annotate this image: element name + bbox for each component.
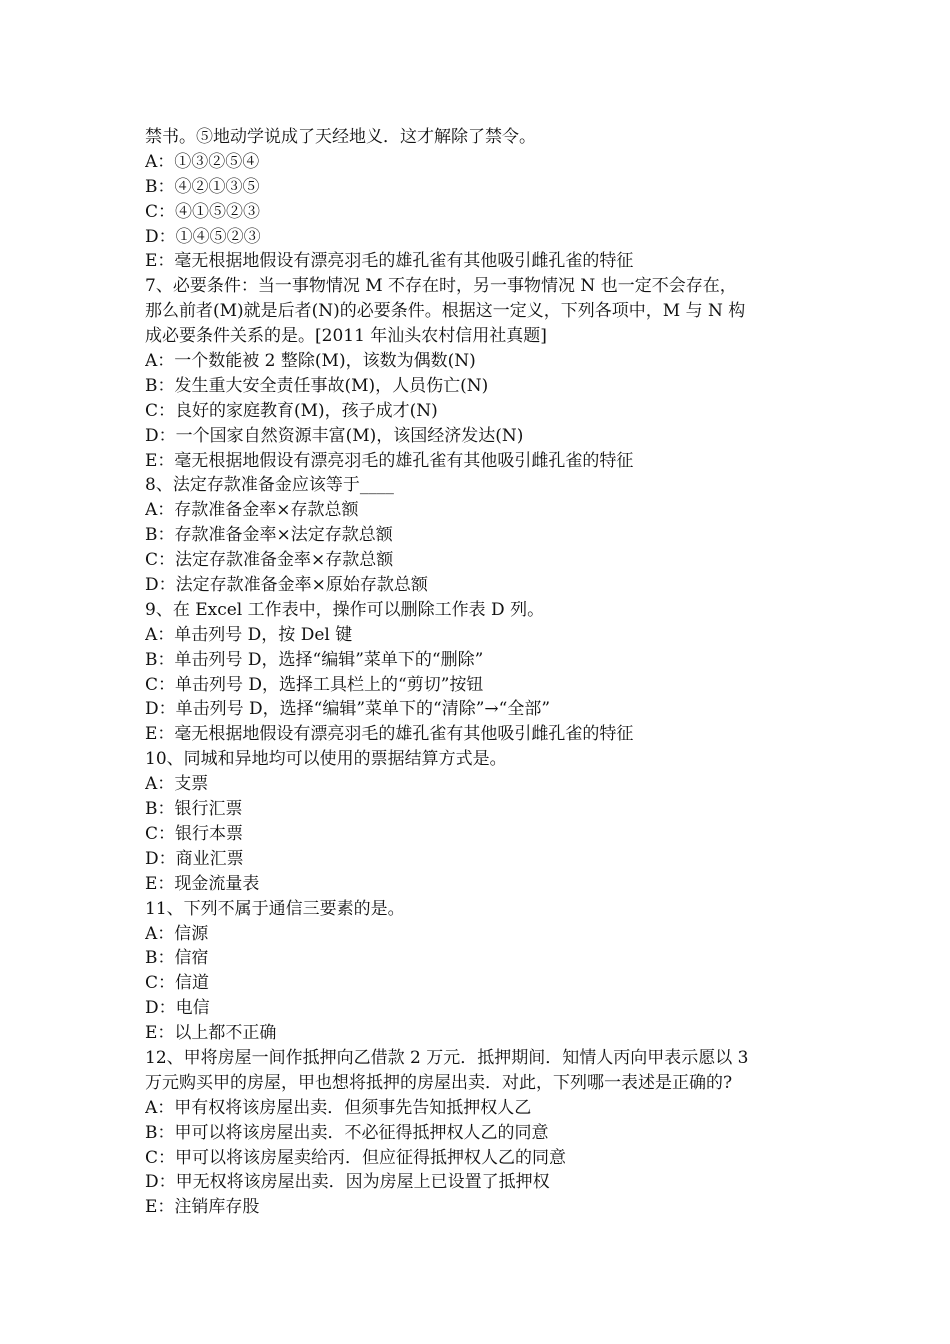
text-line: 8、法定存款准备金应该等于____ xyxy=(145,475,394,496)
text-line: E：毫无根据地假设有漂亮羽毛的雄孔雀有其他吸引雌孔雀的特征 xyxy=(145,724,634,745)
text-line: C：信道 xyxy=(145,973,210,994)
text-line: C：良好的家庭教育(M)，孩子成才(N) xyxy=(145,400,438,421)
text-line: E：毫无根据地假设有漂亮羽毛的雄孔雀有其他吸引雌孔雀的特征 xyxy=(145,450,634,471)
text-line: C：银行本票 xyxy=(145,823,244,844)
text-line: D：一个国家自然资源丰富(M)，该国经济发达(N) xyxy=(145,425,524,446)
text-line: E：以上都不正确 xyxy=(145,1023,277,1044)
text-line: 11、下列不属于通信三要素的是。 xyxy=(145,898,405,919)
text-line: 万元购买甲的房屋，甲也想将抵押的房屋出卖．对此，下列哪一表述是正确的? xyxy=(145,1072,733,1093)
text-line: C：④①⑤②③ xyxy=(145,201,261,222)
text-line: B：单击列号 D，选择“编辑”菜单下的“删除” xyxy=(145,649,484,670)
text-line: E：毫无根据地假设有漂亮羽毛的雄孔雀有其他吸引雌孔雀的特征 xyxy=(145,251,634,272)
text-line: B：④②①③⑤ xyxy=(145,176,260,197)
text-line: 那么前者(M)就是后者(N)的必要条件。根据这一定义，下列各项中，M 与 N 构 xyxy=(145,301,746,322)
text-line: 9、在 Excel 工作表中，操作可以删除工作表 D 列。 xyxy=(145,599,545,620)
text-line: C：法定存款准备金率×存款总额 xyxy=(145,550,394,571)
text-line: C：甲可以将该房屋卖给丙．但应征得抵押权人乙的同意 xyxy=(145,1147,567,1168)
text-line: 12、甲将房屋一间作抵押向乙借款 2 万元．抵押期间．知情人丙向甲表示愿以 3 xyxy=(145,1047,749,1068)
text-line: D：①④⑤②③ xyxy=(145,226,261,247)
text-line: B：存款准备金率×法定存款总额 xyxy=(145,525,393,546)
text-line: D：商业汇票 xyxy=(145,848,244,869)
text-line: B：甲可以将该房屋出卖．不必征得抵押权人乙的同意 xyxy=(145,1122,549,1143)
text-line: D：单击列号 D，选择“编辑”菜单下的“清除”→“全部” xyxy=(145,699,551,720)
text-line: A：①③②⑤④ xyxy=(145,151,260,172)
text-line: A：单击列号 D，按 Del 键 xyxy=(145,624,353,645)
text-line: A：甲有权将该房屋出卖．但须事先告知抵押权人乙 xyxy=(145,1097,532,1118)
text-line: D：法定存款准备金率×原始存款总额 xyxy=(145,575,428,596)
text-line: 7、必要条件：当一事物情况 M 不存在时，另一事物情况 N 也一定不会存在， xyxy=(145,276,737,297)
text-line: A：支票 xyxy=(145,774,209,795)
text-line: 成必要条件关系的是。[2011 年汕头农村信用社真题] xyxy=(145,326,547,347)
text-line: 10、同城和异地均可以使用的票据结算方式是。 xyxy=(145,749,507,770)
text-line: D：甲无权将该房屋出卖．因为房屋上已设置了抵押权 xyxy=(145,1172,550,1193)
text-line: A：信源 xyxy=(145,923,209,944)
text-line: A：存款准备金率×存款总额 xyxy=(145,500,359,521)
text-line: 禁书。⑤地动学说成了天经地义．这才解除了禁令。 xyxy=(145,127,536,147)
document-text xyxy=(145,125,813,1220)
text-line: B：信宿 xyxy=(145,948,209,969)
text-line: E：现金流量表 xyxy=(145,873,260,894)
text-line: A：一个数能被 2 整除(M)，该数为偶数(N) xyxy=(145,351,476,372)
text-line: C：单击列号 D，选择工具栏上的“剪切”按钮 xyxy=(145,674,484,695)
text-line: B：银行汇票 xyxy=(145,799,243,820)
text-line: D：电信 xyxy=(145,998,210,1019)
text-line: B：发生重大安全责任事故(M)，人员伤亡(N) xyxy=(145,375,489,396)
text-line: E：注销库存股 xyxy=(145,1197,260,1218)
